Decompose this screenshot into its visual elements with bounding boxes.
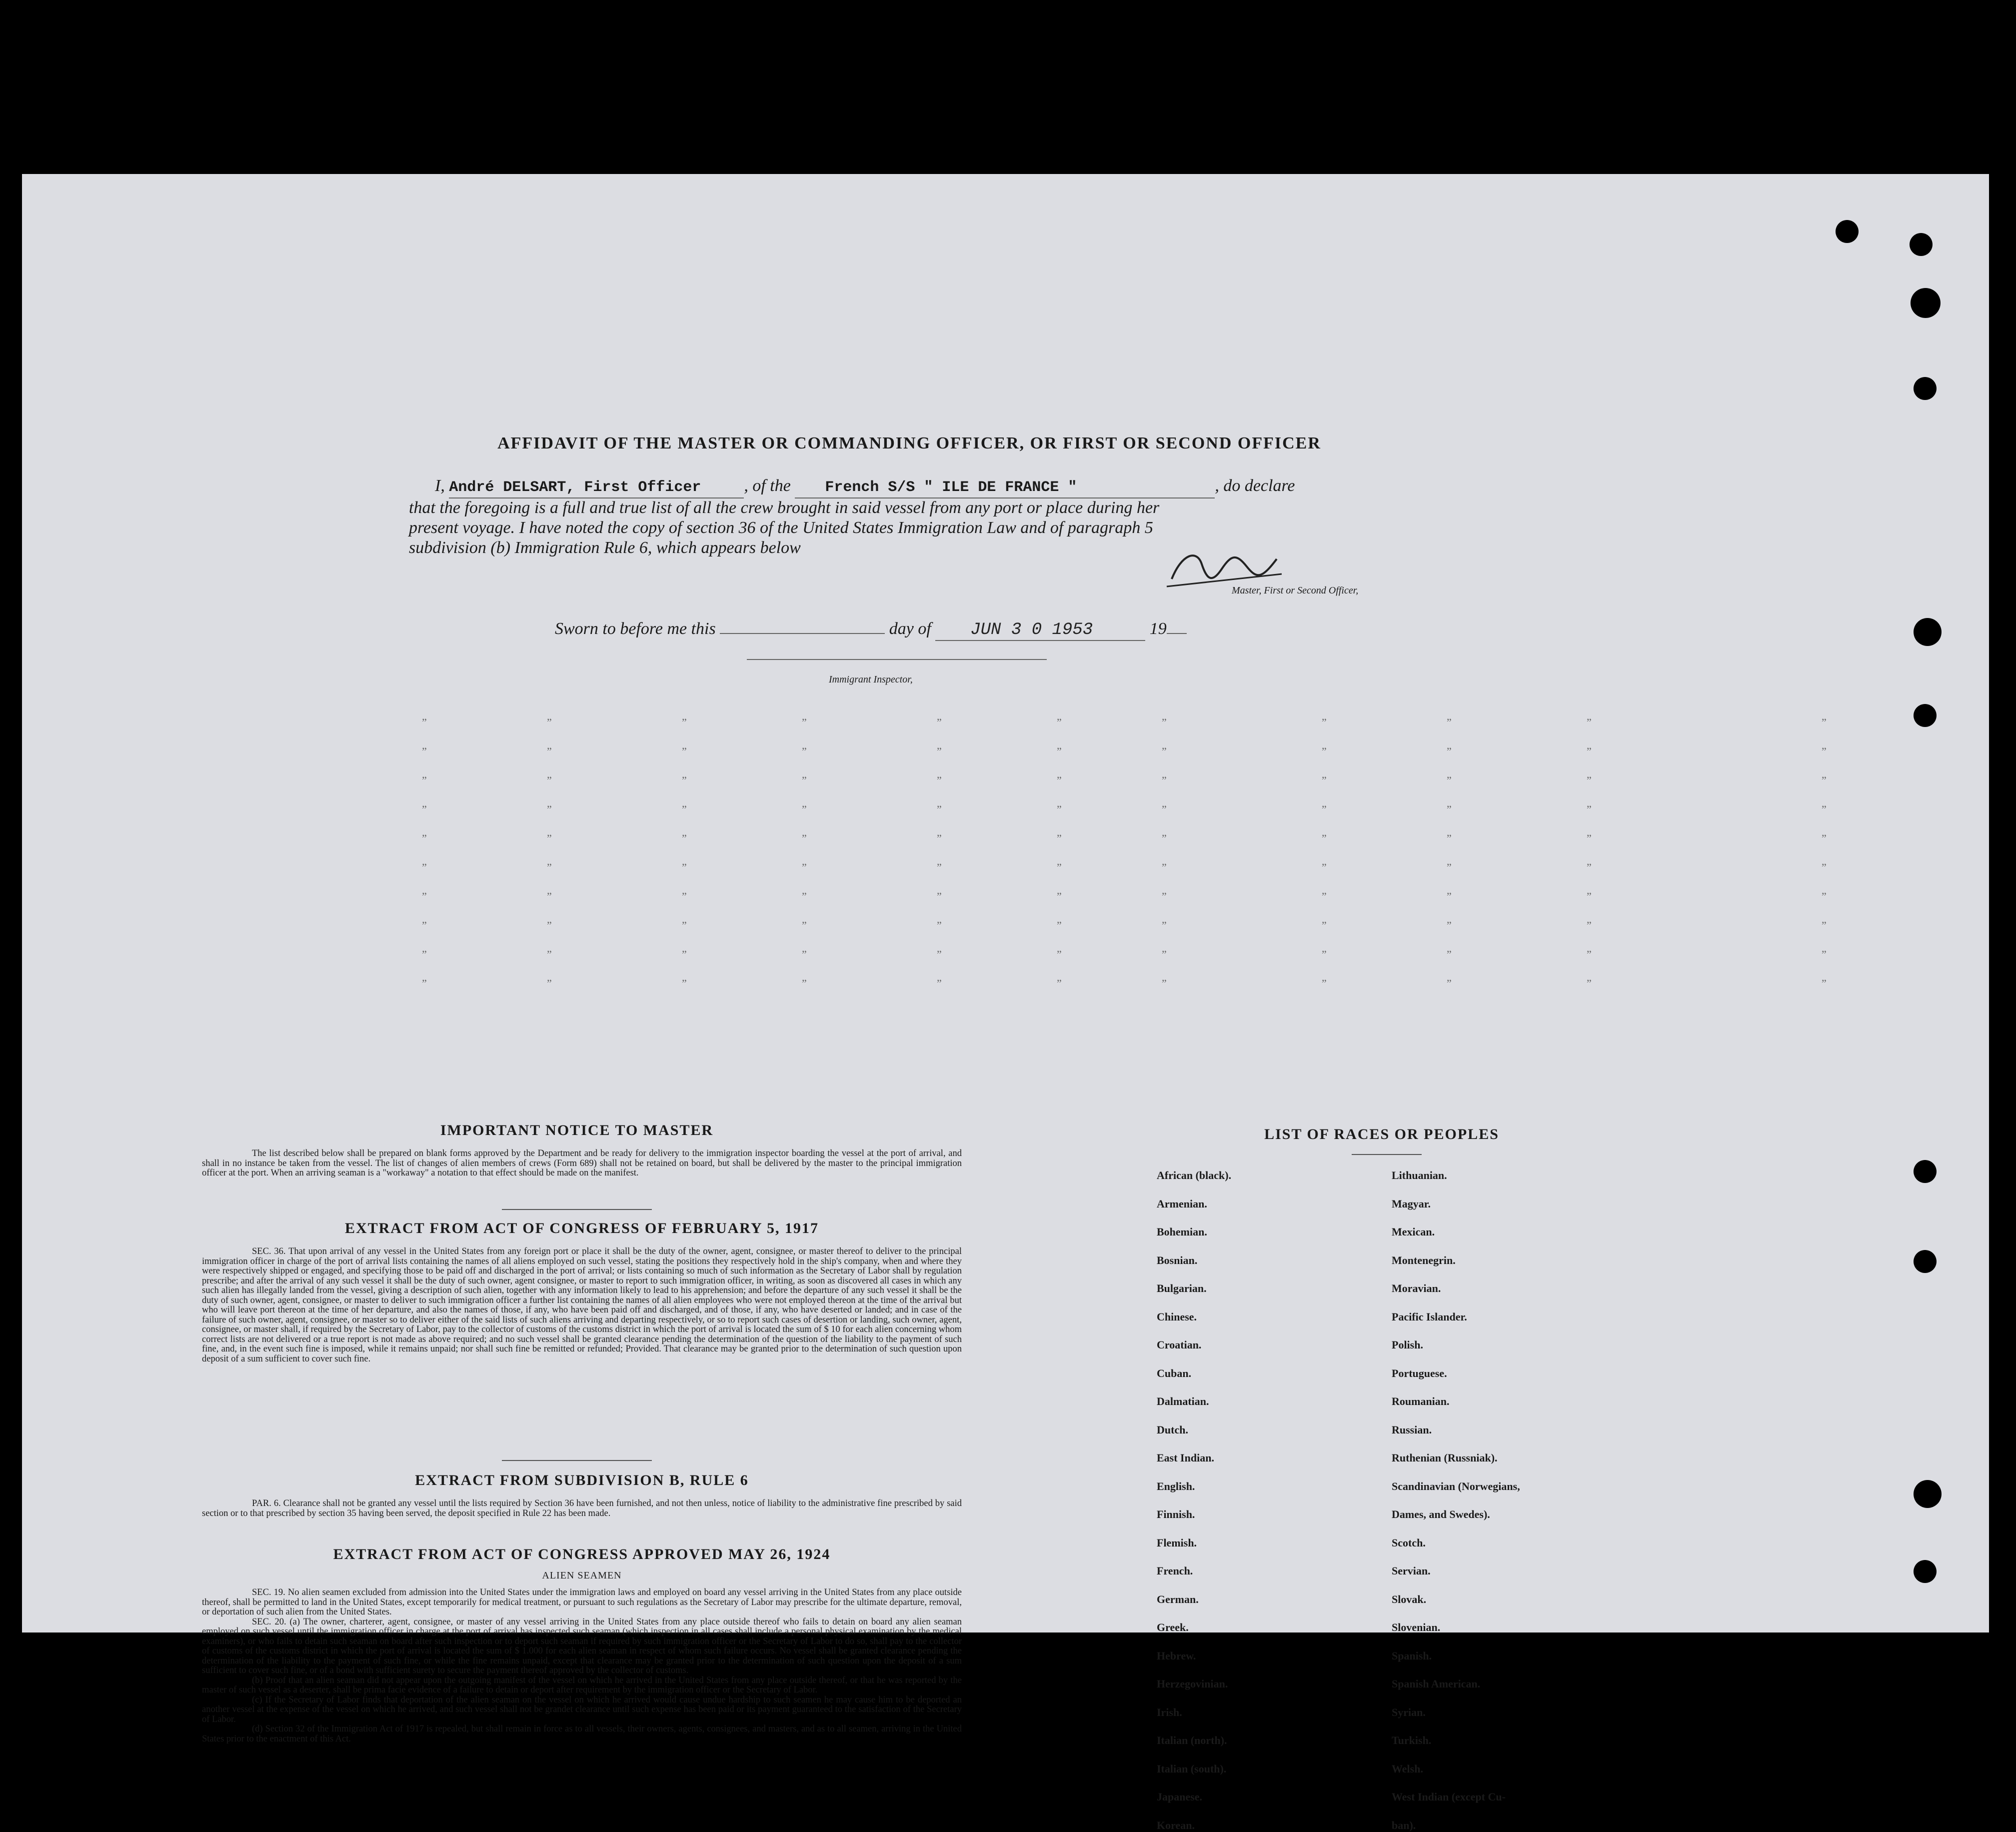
ditto-mark: ”: [1587, 861, 1592, 874]
ditto-mark: ”: [1162, 861, 1167, 874]
race-item: Korean.: [1157, 1818, 1195, 1832]
ditto-mark: ”: [422, 977, 427, 990]
ditto-mark: ”: [1162, 745, 1167, 758]
ditto-mark: ”: [802, 745, 807, 758]
ditto-mark: ”: [547, 803, 552, 816]
ditto-mark: ”: [937, 745, 942, 758]
ditto-mark: ”: [937, 832, 942, 844]
ditto-mark: ”: [1822, 919, 1827, 932]
punch-hole: [1914, 704, 1937, 727]
ditto-mark: ”: [1322, 919, 1327, 932]
ditto-mark: ”: [1162, 977, 1167, 990]
ditto-mark: ”: [422, 948, 427, 960]
race-item: Spanish American.: [1392, 1678, 1481, 1690]
officer-name-field: André DELSART, First Officer: [449, 479, 701, 496]
race-item: Roumanian.: [1392, 1395, 1450, 1408]
ditto-mark: ”: [422, 890, 427, 902]
ditto-mark: ”: [1822, 948, 1827, 960]
year-prefix: 19: [1149, 620, 1167, 638]
sec-20b-paragraph: (b) Proof that an alien seaman did not appear upon the outgoing manifest of the vessel on which he arrived in the United States from any place outside thereof, or that he was reported by the master of such vessel as a deserter, shall be prima facie evidence of a failure to detain or deport after requirement by the immigration officer or the Secretary of Labor.: [202, 1675, 962, 1695]
declaration-of-the: , of the: [744, 476, 791, 495]
ditto-mark: ”: [1822, 977, 1827, 990]
ditto-mark: ”: [1447, 745, 1452, 758]
ditto-mark: ”: [1057, 861, 1062, 874]
ditto-mark: ”: [1322, 977, 1327, 990]
race-item: Bosnian.: [1157, 1254, 1198, 1266]
ditto-mark: ”: [1162, 948, 1167, 960]
race-item: Bulgarian.: [1157, 1282, 1207, 1294]
race-item: ban).: [1392, 1818, 1416, 1832]
declaration-line-3: present voyage. I have noted the copy of section 36 of the United States Immigration Law and of paragraph 5: [409, 518, 1153, 537]
sworn-line: [555, 619, 1187, 641]
ditto-mark: ”: [1447, 861, 1452, 874]
ditto-mark: ”: [422, 774, 427, 786]
inspector-signature-line: [747, 659, 1047, 660]
race-item: Slovenian.: [1392, 1621, 1441, 1634]
ditto-mark: ”: [422, 919, 427, 932]
ditto-mark: ”: [422, 861, 427, 874]
punch-hole: [1910, 233, 1933, 256]
alien-seamen-subtitle: ALIEN SEAMEN: [542, 1570, 622, 1581]
race-item: English.: [1157, 1480, 1195, 1492]
ditto-mark: ”: [1322, 861, 1327, 874]
sworn-text: Sworn to before me this: [555, 620, 716, 638]
ditto-mark: ”: [422, 716, 427, 728]
ditto-mark: ”: [937, 890, 942, 902]
ditto-mark: ”: [1447, 977, 1452, 990]
ditto-mark: ”: [1057, 890, 1062, 902]
ditto-mark: ”: [1822, 716, 1827, 728]
ditto-mark: ”: [547, 890, 552, 902]
affidavit-title: AFFIDAVIT OF THE MASTER OR COMMANDING OFFICER, OR FIRST OR SECOND OFFICER: [497, 434, 1321, 452]
race-item: Servian.: [1392, 1564, 1431, 1577]
race-item: Polish.: [1392, 1338, 1423, 1351]
ditto-mark: ”: [802, 977, 807, 990]
sec-20d-paragraph: (d) Section 32 of the Immigration Act of 1917 is repealed, but shall remain in force as to all vessels, their owners, agents, consignees, and masters, and as to all seamen, arriving in the United States prior to the enactment of this Act.: [202, 1724, 962, 1744]
ditto-mark: ”: [682, 977, 687, 990]
races-title: LIST OF RACES OR PEOPLES: [1264, 1126, 1499, 1142]
ditto-mark: ”: [1057, 948, 1062, 960]
race-item: Finnish.: [1157, 1508, 1195, 1520]
declaration-line-4: subdivision (b) Immigration Rule 6, which appears below: [409, 538, 801, 557]
ditto-mark: ”: [937, 861, 942, 874]
ditto-mark: ”: [1587, 890, 1592, 902]
ditto-mark: ”: [682, 716, 687, 728]
ditto-mark: ”: [1162, 774, 1167, 786]
ditto-mark: ”: [1322, 716, 1327, 728]
race-item: Ruthenian (Russniak).: [1392, 1452, 1498, 1464]
ditto-mark: ”: [937, 919, 942, 932]
ditto-mark: ”: [1822, 832, 1827, 844]
par-6-paragraph: PAR. 6. Clearance shall not be granted any vessel until the lists required by Section 36 have been furnished, and not then unless, notice of liability to the administrative fine prescribed by said section or to that prescribed by section 35 having been served, the deposit specified in Rule 22 has been made.: [202, 1498, 962, 1518]
punch-hole: [1914, 1560, 1937, 1583]
notice-title: IMPORTANT NOTICE TO MASTER: [440, 1122, 714, 1138]
extract-1924-title: EXTRACT FROM ACT OF CONGRESS APPROVED MAY 26, 1924: [333, 1546, 831, 1562]
ditto-mark: ”: [682, 861, 687, 874]
ditto-mark: ”: [802, 890, 807, 902]
divider: [502, 1209, 652, 1210]
ditto-mark: ”: [682, 919, 687, 932]
ditto-mark: ”: [1587, 803, 1592, 816]
ditto-mark: ”: [547, 948, 552, 960]
ditto-mark: ”: [547, 774, 552, 786]
race-item: Mexican.: [1392, 1226, 1435, 1238]
declaration-do-declare: , do declare: [1215, 476, 1295, 495]
ditto-mark: ”: [1822, 890, 1827, 902]
race-item: French.: [1157, 1564, 1193, 1577]
ditto-mark: ”: [1322, 745, 1327, 758]
ditto-mark: ”: [1447, 890, 1452, 902]
ditto-mark: ”: [802, 861, 807, 874]
ditto-mark: ”: [547, 832, 552, 844]
ditto-mark: ”: [802, 774, 807, 786]
ditto-mark: ”: [1447, 919, 1452, 932]
sec-20c-paragraph: (c) If the Secretary of Labor finds that deportation of the alien seaman on the vessel on which he arrived would cause undue hardship to such seamen he may cause him to be deported an another vessel at the expense of the vessel on which he arrived, and such vessel shall not be grandet clearance until such expense has been paid or its payment guaranteed to the satisfaction of the Secretary of Labor.: [202, 1694, 962, 1724]
punch-hole: [1914, 1250, 1937, 1273]
race-item: Dutch.: [1157, 1423, 1188, 1436]
race-item: Montenegrin.: [1392, 1254, 1456, 1266]
ditto-mark: ”: [547, 745, 552, 758]
ditto-mark: ”: [682, 948, 687, 960]
ditto-mark: ”: [937, 977, 942, 990]
race-item: Pacific Islander.: [1392, 1310, 1467, 1323]
ditto-mark: ”: [1322, 890, 1327, 902]
ditto-mark: ”: [1822, 774, 1827, 786]
race-item: Turkish.: [1392, 1734, 1432, 1746]
sec-20a-paragraph: SEC. 20. (a) The owner, charterer, agent, consignee, or master of any vessel arriving in the United States from any place outside thereof who fails to detain on board any alien seaman employed on such vessel until the immigration officer in charge at the port of arrival has inspected such seaman (which inspection in all cases shall include a personal physical examination by the medical examiners), or who fails to detain such seaman on board after such inspection or to deport such seaman if required by such immigration officer or the Secretary of Labor to do so, shall pay to the collector of customs of the customs district in which the port of arrival is located the sum of $ 1.000 for each alien seaman in respect of whom such failure occurs. No vessel shall be granted clearance pending the determination of the liability to the payment of such fine, or while the fine remains unpaid, except that clearance may be granted prior to the determination of such question upon the deposit of a sum sufficient to cover such fine, or of a bond with sufficient surety to secure the payment thereof approved by the collector of customs.: [202, 1616, 962, 1676]
race-item: Chinese.: [1157, 1310, 1197, 1323]
ditto-mark: ”: [1322, 832, 1327, 844]
ditto-mark: ”: [1587, 774, 1592, 786]
race-item: Hebrew.: [1157, 1649, 1196, 1662]
punch-hole: [1914, 1160, 1937, 1183]
ditto-mark: ”: [1162, 803, 1167, 816]
ditto-mark: ”: [682, 832, 687, 844]
ditto-mark: ”: [1162, 716, 1167, 728]
race-item: Portuguese.: [1392, 1366, 1447, 1380]
race-item: Welsh.: [1392, 1762, 1423, 1775]
race-item: Italian (south).: [1157, 1762, 1227, 1775]
race-item: Slovak.: [1392, 1592, 1427, 1606]
ditto-mark: ”: [937, 803, 942, 816]
ditto-mark: ”: [1057, 745, 1062, 758]
race-item: Croatian.: [1157, 1338, 1202, 1351]
declaration-line-2: that the foregoing is a full and true list of all the crew brought in said vessel from any port or place during her: [409, 498, 1160, 517]
ditto-mark: ”: [1587, 948, 1592, 960]
ditto-mark: ”: [1057, 803, 1062, 816]
punch-hole: [1836, 220, 1859, 243]
ditto-mark: ”: [1057, 774, 1062, 786]
ditto-mark: ”: [1162, 832, 1167, 844]
ditto-mark: ”: [1447, 832, 1452, 844]
ditto-mark: ”: [1587, 977, 1592, 990]
punch-hole: [1911, 288, 1941, 318]
ditto-mark: ”: [1057, 977, 1062, 990]
declaration-pronoun: I,: [435, 476, 445, 495]
race-item: Armenian.: [1157, 1197, 1207, 1210]
race-item: Lithuanian.: [1392, 1169, 1447, 1182]
race-item: Scotch.: [1392, 1536, 1426, 1549]
declaration-line-1: [435, 476, 1295, 498]
ditto-mark: ”: [1322, 803, 1327, 816]
ditto-mark: ”: [1057, 832, 1062, 844]
ditto-mark: ”: [1587, 832, 1592, 844]
notice-body: [202, 1149, 962, 1178]
inspector-caption: Immigrant Inspector,: [829, 674, 913, 685]
ditto-mark: ”: [547, 861, 552, 874]
ditto-mark: ”: [1162, 919, 1167, 932]
race-item: Irish.: [1157, 1706, 1182, 1718]
extract-1917-title: EXTRACT FROM ACT OF CONGRESS OF FEBRUARY 5, 1917: [344, 1220, 819, 1236]
ditto-mark: ”: [422, 832, 427, 844]
race-item: East Indian.: [1157, 1452, 1214, 1464]
ditto-mark: ”: [1447, 948, 1452, 960]
race-item: Herzegovinian.: [1157, 1678, 1228, 1690]
race-item: Syrian.: [1392, 1706, 1426, 1718]
ditto-mark: ”: [1447, 803, 1452, 816]
date-stamp: JUN 3 0 1953: [970, 620, 1093, 640]
ditto-mark: ”: [1587, 745, 1592, 758]
notice-paragraph: The list described below shall be prepared on blank forms approved by the Department and be ready for delivery to the immigration inspector boarding the vessel at the port of arrival, and shall in no instance be taken from the vessel. The list of changes of alien members of crews (Form 689) shall not be retained on board, but shall be delivered by the master to the principal immigration officer at the port. When an arriving seaman is a "workaway" a notation to that effect should be made on the manifest.: [202, 1148, 962, 1178]
race-item: Spanish.: [1392, 1649, 1432, 1662]
ditto-mark: ”: [422, 803, 427, 816]
ditto-mark: ”: [682, 803, 687, 816]
race-item: Russian.: [1392, 1423, 1432, 1436]
vessel-name-field: French S/S " ILE DE FRANCE ": [825, 479, 1077, 496]
divider: [1352, 1154, 1422, 1155]
ditto-mark: ”: [547, 716, 552, 728]
ditto-mark: ”: [1322, 774, 1327, 786]
ditto-mark: ”: [802, 832, 807, 844]
ditto-mark: ”: [1057, 919, 1062, 932]
signature-caption: Master, First or Second Officer,: [1232, 585, 1359, 596]
race-item: German.: [1157, 1592, 1199, 1606]
ditto-mark: ”: [802, 919, 807, 932]
ditto-mark: ”: [1822, 745, 1827, 758]
ditto-mark: ”: [547, 977, 552, 990]
race-item: Bohemian.: [1157, 1226, 1207, 1238]
ditto-mark: ”: [1057, 716, 1062, 728]
race-item: Greek.: [1157, 1621, 1189, 1634]
race-item: Moravian.: [1392, 1282, 1441, 1294]
ditto-mark: ”: [1587, 716, 1592, 728]
ditto-mark: ”: [937, 774, 942, 786]
ditto-mark: ”: [682, 890, 687, 902]
ditto-mark: ”: [937, 716, 942, 728]
race-item: African (black).: [1157, 1169, 1232, 1182]
extract-1924-body: [202, 1588, 962, 1744]
divider: [502, 1460, 652, 1461]
ditto-mark: ”: [1162, 890, 1167, 902]
day-of-text: day of: [889, 620, 931, 638]
punch-hole: [1914, 377, 1937, 400]
ditto-mark: ”: [1447, 716, 1452, 728]
race-item: Magyar.: [1392, 1197, 1431, 1210]
extract-1917-body: [202, 1247, 962, 1364]
race-item: Scandinavian (Norwegians,: [1392, 1480, 1520, 1492]
ditto-mark: ”: [937, 948, 942, 960]
sec-36-paragraph: SEC. 36. That upon arrival of any vessel in the United States from any foreign port or place it shall be the duty of the owner, agent, consignee, or master thereof to deliver to the principal immigration officer in charge of the port of arrival lists containing the names of all aliens employed on such vessel, stating the positions they respectively hold in the ship's company, when and where they were respectively shipped or engaged, and specifying those to be paid off and discharged in the port of arrival; or lists containing so much of such information as the Secretary of Labor shall by regulation prescribe; and after the arrival of any such vessel it shall be the duty of such owner, agent consignee, or master to report to such immigration officer, in writing, as soon as discovered all cases in which any such alien has illegally landed from the vessel, giving a description of such alien, together with any information likely to lead to his apprehension; and before the departure of any such vessel it shall be the duty of such owner, agent, consignee, or master to deliver to such immigration officer a further list containing the names of all alien employees who were not employed thereon at the time of the arrival but who will leave port thereon at the time of her departure, and also the names of those, if any, who have been paid off and discharged, and of those, if any, who have deserted or landed; and in case of the failure of such owner, agent, consignee, or master so to deliver either of the said lists of such aliens arriving and departing respectively, or so to report such cases of desertion or landing, such owner, agent, consignee, or master shall, if required by the Secretary of Labor, pay to the collector of customs of the customs district in which the port of arrival is located the sum of $ 10 for each alien concerning whom correct lists are not delivered or a true report is not made as above required; and no such vessel shall be granted clearance pending the determination of the question of the liability to the payment of such fine, and, in the event such fine is imposed, while it remains unpaid; nor shall such fine be remitted or refunded; Provided. That clearance may be granted prior to the determination of such question upon deposit of a sum sufficient to cover such fine.: [202, 1246, 962, 1364]
ditto-mark: ”: [422, 745, 427, 758]
punch-hole: [1914, 1480, 1942, 1508]
ditto-mark: ”: [682, 774, 687, 786]
race-item: Italian (north).: [1157, 1734, 1227, 1746]
race-item: Japanese.: [1157, 1790, 1203, 1803]
ditto-mark: ”: [682, 745, 687, 758]
ditto-mark: ”: [1587, 919, 1592, 932]
ditto-mark: ”: [802, 948, 807, 960]
race-item: Dames, and Swedes).: [1392, 1508, 1490, 1520]
ditto-mark: ”: [802, 716, 807, 728]
race-item: West Indian (except Cu-: [1392, 1790, 1506, 1803]
ditto-mark: ”: [1822, 803, 1827, 816]
ditto-mark: ”: [1447, 774, 1452, 786]
ditto-mark: ”: [802, 803, 807, 816]
ditto-mark: ”: [547, 919, 552, 932]
ditto-mark: ”: [1322, 948, 1327, 960]
sec-19-paragraph: SEC. 19. No alien seamen excluded from admission into the United States under the immigration laws and employed on board any vessel arriving in the United States from any place outside thereof, shall be permitted to land in the United States, except temporarily for medical treatment, or pursuant to such regulations as the Secretary of Labor may prescribe for the ultimate departure, removal, or deportation of such alien from the United States.: [202, 1588, 962, 1617]
punch-hole: [1914, 618, 1942, 646]
ditto-mark: ”: [1822, 861, 1827, 874]
extract-rule6-body: [202, 1499, 962, 1518]
race-item: Flemish.: [1157, 1536, 1197, 1549]
race-item: Cuban.: [1157, 1366, 1192, 1380]
manifest-sheet: [22, 174, 1989, 1832]
extract-rule6-title: EXTRACT FROM SUBDIVISION B, RULE 6: [415, 1472, 749, 1488]
race-item: Dalmatian.: [1157, 1395, 1209, 1408]
